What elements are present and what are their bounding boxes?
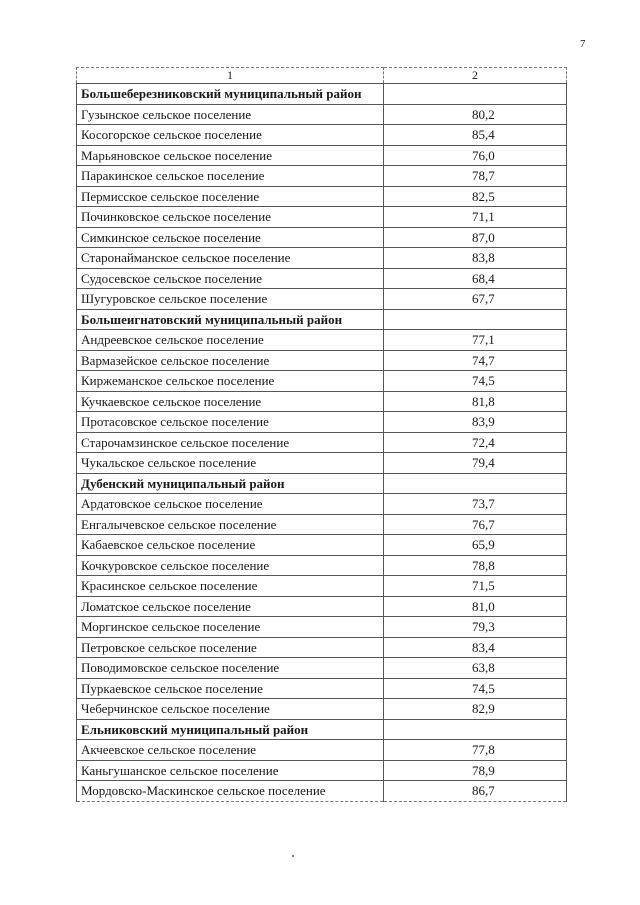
table-row xyxy=(77,617,567,638)
district-row xyxy=(77,719,567,740)
settlement-name: Петровское сельское поселение xyxy=(77,637,384,658)
settlement-value: 71,5 xyxy=(384,576,567,597)
settlement-value: 80,2 xyxy=(384,104,567,125)
settlement-name: Кабаевское сельское поселение xyxy=(77,535,384,556)
settlement-name: Чеберчинское сельское поселение xyxy=(77,699,384,720)
settlement-value: 85,4 xyxy=(384,125,567,146)
settlement-name: Поводимовское сельское поселение xyxy=(77,658,384,679)
settlement-name: Акчеевское сельское поселение xyxy=(77,740,384,761)
table-row xyxy=(77,658,567,679)
table-row xyxy=(77,514,567,535)
page-number: 7 xyxy=(580,38,586,50)
table-row xyxy=(77,391,567,412)
table-row xyxy=(77,432,567,453)
settlement-value: 77,1 xyxy=(384,330,567,351)
settlement-value: 86,7 xyxy=(384,781,567,802)
district-value-empty xyxy=(384,473,567,494)
settlement-name: Старонайманское сельское поселение xyxy=(77,248,384,269)
table-row xyxy=(77,248,567,269)
settlement-name: Моргинское сельское поселение xyxy=(77,617,384,638)
district-name: Большеберезниковский муниципальный район xyxy=(77,84,384,105)
column-number-1: 1 xyxy=(77,68,384,84)
settlement-value: 76,0 xyxy=(384,145,567,166)
table-row xyxy=(77,145,567,166)
settlement-value: 81,0 xyxy=(384,596,567,617)
settlement-name: Киржеманское сельское поселение xyxy=(77,371,384,392)
settlement-value: 71,1 xyxy=(384,207,567,228)
settlement-name: Енгалычевское сельское поселение xyxy=(77,514,384,535)
settlement-value: 74,5 xyxy=(384,371,567,392)
table-row xyxy=(77,186,567,207)
table-row xyxy=(77,576,567,597)
settlement-name: Вармазейское сельское поселение xyxy=(77,350,384,371)
table-body xyxy=(77,68,567,802)
settlement-name: Паракинское сельское поселение xyxy=(77,166,384,187)
table-row xyxy=(77,555,567,576)
settlement-value: 77,8 xyxy=(384,740,567,761)
settlement-name: Старочамзинское сельское поселение xyxy=(77,432,384,453)
settlement-name: Мордовско-Маскинское сельское поселение xyxy=(77,781,384,802)
settlement-value: 81,8 xyxy=(384,391,567,412)
table-row xyxy=(77,637,567,658)
settlement-name: Гузынское сельское поселение xyxy=(77,104,384,125)
table-row xyxy=(77,535,567,556)
settlement-name: Марьяновское сельское поселение xyxy=(77,145,384,166)
settlement-name: Починковское сельское поселение xyxy=(77,207,384,228)
district-row xyxy=(77,473,567,494)
settlement-name: Шугуровское сельское поселение xyxy=(77,289,384,310)
settlement-value: 74,7 xyxy=(384,350,567,371)
settlement-value: 65,9 xyxy=(384,535,567,556)
table-row xyxy=(77,494,567,515)
settlement-value: 79,4 xyxy=(384,453,567,474)
table-row xyxy=(77,760,567,781)
scan-speck xyxy=(292,855,294,857)
settlement-name: Судосевское сельское поселение xyxy=(77,268,384,289)
table-row xyxy=(77,227,567,248)
table-row xyxy=(77,596,567,617)
table-row xyxy=(77,350,567,371)
table-row xyxy=(77,740,567,761)
settlement-value: 68,4 xyxy=(384,268,567,289)
settlement-value: 73,7 xyxy=(384,494,567,515)
table-row xyxy=(77,125,567,146)
settlement-value: 72,4 xyxy=(384,432,567,453)
settlement-name: Пуркаевское сельское поселение xyxy=(77,678,384,699)
district-name: Большеигнатовский муниципальный район xyxy=(77,309,384,330)
settlement-name: Косогорское сельское поселение xyxy=(77,125,384,146)
settlement-name: Протасовское сельское поселение xyxy=(77,412,384,433)
table-row xyxy=(77,781,567,802)
settlement-value: 76,7 xyxy=(384,514,567,535)
settlement-name: Красинское сельское поселение xyxy=(77,576,384,597)
settlement-value: 82,5 xyxy=(384,186,567,207)
table-row xyxy=(77,104,567,125)
table-row xyxy=(77,330,567,351)
settlement-name: Ардатовское сельское поселение xyxy=(77,494,384,515)
settlement-name: Кочкуровское сельское поселение xyxy=(77,555,384,576)
settlement-value: 63,8 xyxy=(384,658,567,679)
settlement-value: 83,8 xyxy=(384,248,567,269)
district-row xyxy=(77,309,567,330)
settlement-name: Андреевское сельское поселение xyxy=(77,330,384,351)
column-number-2: 2 xyxy=(384,68,567,84)
settlement-value: 78,8 xyxy=(384,555,567,576)
table-row xyxy=(77,207,567,228)
data-table xyxy=(76,67,567,802)
table-row xyxy=(77,166,567,187)
table-row xyxy=(77,453,567,474)
district-name: Дубенский муниципальный район xyxy=(77,473,384,494)
settlement-name: Каньгушанское сельское поселение xyxy=(77,760,384,781)
table-row xyxy=(77,268,567,289)
settlement-value: 83,4 xyxy=(384,637,567,658)
table-row xyxy=(77,289,567,310)
settlement-name: Ломатское сельское поселение xyxy=(77,596,384,617)
district-value-empty xyxy=(384,84,567,105)
settlement-value: 87,0 xyxy=(384,227,567,248)
settlement-value: 78,7 xyxy=(384,166,567,187)
district-value-empty xyxy=(384,719,567,740)
district-value-empty xyxy=(384,309,567,330)
settlement-name: Пермисское сельское поселение xyxy=(77,186,384,207)
column-number-row xyxy=(77,68,567,84)
settlement-value: 78,9 xyxy=(384,760,567,781)
settlement-value: 74,5 xyxy=(384,678,567,699)
settlement-name: Чукальское сельское поселение xyxy=(77,453,384,474)
settlement-value: 83,9 xyxy=(384,412,567,433)
table-row xyxy=(77,412,567,433)
table-row xyxy=(77,699,567,720)
settlement-name: Симкинское сельское поселение xyxy=(77,227,384,248)
table-row xyxy=(77,678,567,699)
table-row xyxy=(77,371,567,392)
settlement-value: 79,3 xyxy=(384,617,567,638)
settlement-value: 67,7 xyxy=(384,289,567,310)
district-row xyxy=(77,84,567,105)
settlement-name: Кучкаевское сельское поселение xyxy=(77,391,384,412)
settlement-value: 82,9 xyxy=(384,699,567,720)
district-name: Ельниковский муниципальный район xyxy=(77,719,384,740)
